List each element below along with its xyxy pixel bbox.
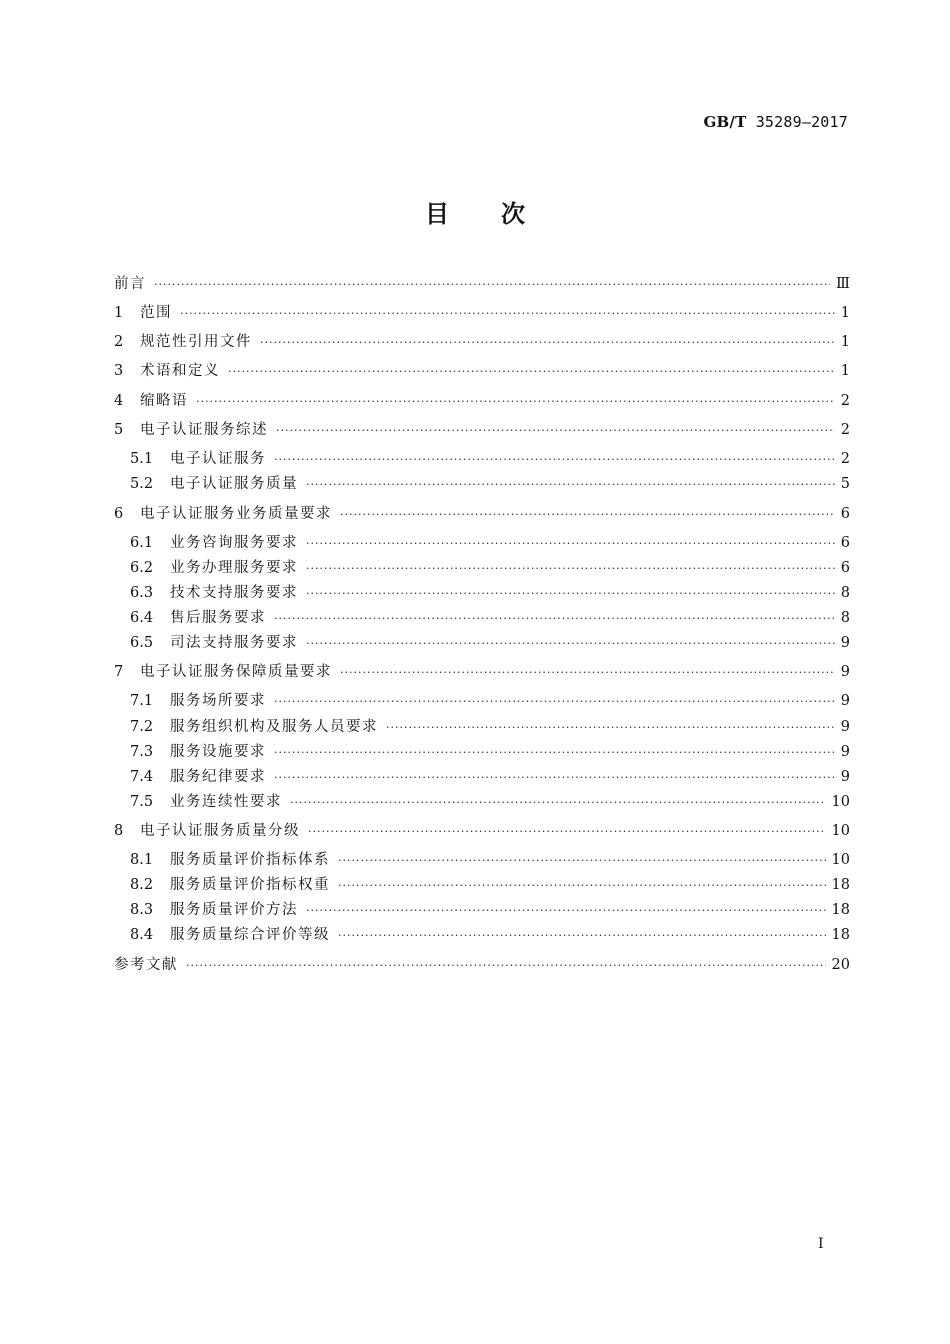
toc-entry-number: 6.4 — [130, 610, 154, 626]
toc-entry-label: 电子认证服务 — [170, 451, 266, 467]
toc-entry-8[interactable] — [114, 820, 850, 842]
toc-entry-number: 7.5 — [130, 794, 154, 810]
toc-entry-number: 3 — [114, 363, 124, 379]
toc-entry-7-4[interactable] — [130, 766, 850, 788]
toc-entry-label: 服务质量评价方法 — [170, 902, 298, 918]
toc-leader-dots — [386, 717, 835, 739]
toc-leader-dots — [196, 391, 835, 413]
toc-entry-8-3[interactable] — [130, 899, 850, 921]
toc-entry-page: 10 — [831, 852, 850, 868]
toc-entry-5-2[interactable] — [130, 473, 850, 495]
toc-leader-dots — [228, 361, 835, 383]
toc-entry-number: 5.1 — [130, 451, 154, 467]
toc-entry-label: 电子认证服务综述 — [140, 422, 268, 438]
toc-entry-page: 9 — [840, 635, 850, 651]
toc-entry-label: 业务咨询服务要求 — [170, 535, 298, 551]
toc-entry-page: 8 — [840, 610, 850, 626]
standard-number — [704, 113, 848, 131]
toc-entry-page: 5 — [840, 476, 850, 492]
toc-entry-page: 2 — [840, 451, 850, 467]
toc-entry-label: 服务场所要求 — [170, 693, 266, 709]
toc-leader-dots — [290, 792, 826, 814]
toc-entry-label: 术语和定义 — [140, 363, 220, 379]
toc-entry-page: 9 — [840, 664, 850, 680]
toc-entry-5-1[interactable] — [130, 448, 850, 470]
toc-entry-label: 服务设施要求 — [170, 744, 266, 760]
toc-entry-page: 9 — [840, 769, 850, 785]
toc-entry-label: 技术支持服务要求 — [170, 585, 298, 601]
toc-entry-7-3[interactable] — [130, 741, 850, 763]
page-folio: I — [818, 1236, 824, 1252]
toc-entry-page: 18 — [831, 927, 850, 943]
toc-entry-label: 前言 — [114, 276, 146, 292]
toc-entry-number: 4 — [114, 393, 124, 409]
toc-entry-page: 20 — [831, 957, 850, 973]
toc-leader-dots — [308, 821, 826, 843]
toc-entry-label: 司法支持服务要求 — [170, 635, 298, 651]
toc-entry-label: 业务连续性要求 — [170, 794, 282, 810]
toc-entry-label: 电子认证服务质量分级 — [140, 823, 300, 839]
toc-entry-page: 6 — [840, 560, 850, 576]
toc-entry-6-4[interactable] — [130, 607, 850, 629]
toc-entry-number: 5 — [114, 422, 124, 438]
toc-entry-page: 10 — [831, 823, 850, 839]
toc-entry-6-2[interactable] — [130, 557, 850, 579]
toc-entry-page: 10 — [831, 794, 850, 810]
toc-leader-dots — [306, 633, 835, 655]
toc-entry-number: 6.3 — [130, 585, 154, 601]
toc-leader-dots — [338, 875, 826, 897]
toc-entry-number: 6.5 — [130, 635, 154, 651]
toc-entry-number: 8.3 — [130, 902, 154, 918]
toc-entry-number: 7.4 — [130, 769, 154, 785]
toc-entry-4[interactable] — [114, 390, 850, 412]
standard-code: 35289—2017 — [755, 113, 848, 131]
toc-leader-dots — [274, 767, 835, 789]
toc-leader-dots — [180, 303, 835, 325]
toc-leader-dots — [340, 662, 835, 684]
toc-leader-dots — [338, 925, 826, 947]
toc-leader-dots — [340, 504, 835, 526]
toc-entry-page: 18 — [831, 902, 850, 918]
toc-entry-page: 9 — [840, 693, 850, 709]
toc-entry-2[interactable] — [114, 331, 850, 353]
toc-leader-dots — [274, 691, 835, 713]
toc-entry-page: 9 — [840, 719, 850, 735]
toc-entry-8-2[interactable] — [130, 874, 850, 896]
toc-leader-dots — [306, 474, 835, 496]
toc-entry-number: 8.1 — [130, 852, 154, 868]
toc-title: 目次 — [425, 200, 577, 228]
toc-entry-label: 售后服务要求 — [170, 610, 266, 626]
toc-entry-7-5[interactable] — [130, 791, 850, 813]
toc-entry-foreword[interactable] — [114, 273, 850, 295]
toc-entry-label: 范围 — [140, 305, 172, 321]
toc-entry-label: 服务质量评价指标权重 — [170, 877, 330, 893]
toc-entry-number: 7.1 — [130, 693, 154, 709]
toc-leader-dots — [306, 583, 835, 605]
toc-entry-label: 电子认证服务质量 — [170, 476, 298, 492]
toc-entry-7-1[interactable] — [130, 690, 850, 712]
toc-entry-page: 18 — [831, 877, 850, 893]
toc-entry-label: 规范性引用文件 — [140, 334, 252, 350]
toc-entry-7[interactable] — [114, 661, 850, 683]
toc-leader-dots — [306, 900, 826, 922]
toc-entry-page: 2 — [840, 393, 850, 409]
toc-entry-8-4[interactable] — [130, 924, 850, 946]
toc-entry-number: 7 — [114, 664, 124, 680]
toc-leader-dots — [306, 558, 835, 580]
toc-leader-dots — [274, 449, 835, 471]
toc-entry-number: 1 — [114, 305, 124, 321]
toc-entry-number: 8.4 — [130, 927, 154, 943]
toc-leader-dots — [274, 608, 835, 630]
toc-entry-number: 6.2 — [130, 560, 154, 576]
toc-entry-page: Ⅲ — [836, 276, 850, 292]
toc-entry-label: 服务组织机构及服务人员要求 — [170, 719, 378, 735]
toc-entry-6-5[interactable] — [130, 632, 850, 654]
toc-entry-6-3[interactable] — [130, 582, 850, 604]
toc-entry-label: 服务纪律要求 — [170, 769, 266, 785]
toc-entry-6[interactable] — [114, 503, 850, 525]
toc-entry-number: 2 — [114, 334, 124, 350]
toc-entry-page: 2 — [840, 422, 850, 438]
toc-entry-1[interactable] — [114, 302, 850, 324]
toc-entry-page: 1 — [840, 305, 850, 321]
toc-entry-label: 电子认证服务保障质量要求 — [140, 664, 332, 680]
toc-entry-label: 缩略语 — [140, 393, 188, 409]
toc-leader-dots — [260, 332, 835, 354]
toc-entry-page: 6 — [840, 506, 850, 522]
toc-entry-3[interactable] — [114, 360, 850, 382]
toc-entry-number: 5.2 — [130, 476, 154, 492]
toc-leader-dots — [338, 850, 826, 872]
toc-entry-8-1[interactable] — [130, 849, 850, 871]
toc-leader-dots — [186, 955, 826, 977]
toc-entry-page: 1 — [840, 334, 850, 350]
toc-leader-dots — [274, 742, 835, 764]
toc-entry-number: 6.1 — [130, 535, 154, 551]
toc-entry-number: 8.2 — [130, 877, 154, 893]
toc-entry-bibliography[interactable] — [114, 954, 850, 976]
standard-prefix: GB/T — [703, 113, 747, 131]
toc-entry-6-1[interactable] — [130, 532, 850, 554]
toc-entry-page: 9 — [840, 744, 850, 760]
toc-entry-page: 8 — [840, 585, 850, 601]
toc-entry-number: 7.3 — [130, 744, 154, 760]
toc-entry-label: 服务质量评价指标体系 — [170, 852, 330, 868]
toc-entry-7-2[interactable] — [130, 716, 850, 738]
toc-entry-page: 6 — [840, 535, 850, 551]
toc-entry-5[interactable] — [114, 419, 850, 441]
toc-entry-number: 6 — [114, 506, 124, 522]
toc-entry-label: 电子认证服务业务质量要求 — [140, 506, 332, 522]
toc-leader-dots — [276, 420, 835, 442]
toc-entry-number: 7.2 — [130, 719, 154, 735]
toc-entry-label: 服务质量综合评价等级 — [170, 927, 330, 943]
toc-leader-dots — [154, 274, 830, 296]
toc-entry-page: 1 — [840, 363, 850, 379]
toc-entry-number: 8 — [114, 823, 124, 839]
toc-entry-label: 参考文献 — [114, 957, 178, 973]
toc-entry-label: 业务办理服务要求 — [170, 560, 298, 576]
toc-leader-dots — [306, 533, 835, 555]
